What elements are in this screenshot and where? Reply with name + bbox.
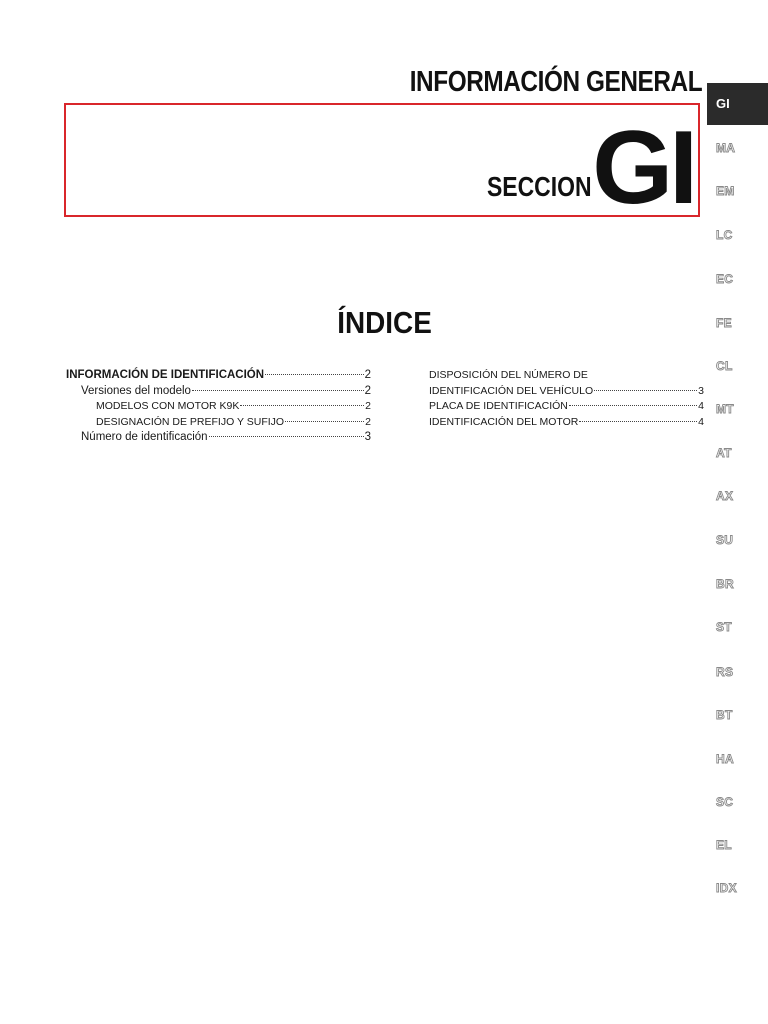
toc-entry[interactable]	[429, 415, 704, 431]
tab-el[interactable]: EL	[716, 838, 732, 852]
toc-entry-page: 3	[698, 384, 704, 397]
tab-fe[interactable]: FE	[716, 316, 732, 330]
toc-entry-page: 4	[698, 415, 704, 428]
toc-entry[interactable]	[66, 384, 371, 400]
tab-mt[interactable]: MT	[716, 402, 734, 416]
toc-entry-label: IDENTIFICACIÓN DEL VEHÍCULO	[429, 384, 594, 397]
tab-sc[interactable]: SC	[716, 795, 734, 809]
tab-cl[interactable]: CL	[716, 359, 733, 373]
toc-entry-label: Número de identificación	[81, 431, 208, 444]
tab-ax[interactable]: AX	[716, 489, 734, 503]
tab-at[interactable]: AT	[716, 446, 732, 460]
toc-left-column	[66, 368, 371, 446]
tab-st[interactable]: ST	[716, 620, 732, 634]
tab-ec[interactable]: EC	[716, 272, 734, 286]
toc-entry-label: DESIGNACIÓN DE PREFIJO Y SUFIJO	[96, 415, 285, 428]
toc-entry-page: 2	[365, 415, 371, 428]
toc-leader-dots	[240, 405, 364, 406]
tab-lc[interactable]: LC	[716, 228, 733, 242]
toc-leader-dots	[579, 421, 697, 422]
toc-entry-page: 3	[364, 431, 371, 444]
tab-em[interactable]: EM	[716, 184, 735, 198]
toc-entry-page: 2	[365, 400, 371, 413]
tab-su[interactable]: SU	[716, 533, 734, 547]
toc-entry-label: PLACA DE IDENTIFICACIÓN	[429, 400, 568, 413]
toc-entry[interactable]	[66, 430, 371, 446]
tab-ma[interactable]: MA	[716, 141, 736, 155]
tab-ha[interactable]: HA	[716, 752, 734, 766]
index-heading-text: ÍNDICE	[337, 305, 433, 340]
toc-leader-dots	[285, 421, 364, 422]
toc-entry-label: Versiones del modelo	[81, 384, 191, 397]
index-heading	[0, 305, 768, 341]
tab-idx[interactable]: IDX	[716, 881, 737, 895]
toc-entry[interactable]	[66, 415, 371, 431]
section-code: GI	[592, 110, 694, 226]
toc-leader-dots	[209, 436, 364, 437]
tab-bt[interactable]: BT	[716, 708, 733, 722]
toc-leader-dots	[569, 405, 697, 406]
toc-entry-page: 2	[364, 369, 371, 381]
page-header-title: INFORMACIÓN GENERAL	[409, 66, 702, 98]
toc-entry-label: IDENTIFICACIÓN DEL MOTOR	[429, 415, 579, 428]
tab-rs[interactable]: RS	[716, 665, 734, 679]
toc-entry-page: 4	[698, 400, 704, 413]
toc-entry[interactable]	[66, 368, 371, 384]
toc-entry-label-line1: DISPOSICIÓN DEL NÚMERO DE	[429, 369, 588, 381]
toc-entry-label: INFORMACIÓN DE IDENTIFICACIÓN	[66, 369, 265, 381]
toc-entry[interactable]	[429, 368, 704, 399]
toc-entry-label: MODELOS CON MOTOR K9K	[96, 400, 240, 413]
tab-br[interactable]: BR	[716, 577, 734, 591]
toc-entry-page: 2	[364, 384, 371, 397]
toc-right-column	[429, 368, 704, 430]
section-label: SECCION	[487, 171, 592, 202]
toc-entry[interactable]	[66, 399, 371, 415]
toc-leader-dots	[594, 390, 697, 391]
toc-entry[interactable]	[429, 399, 704, 415]
toc-leader-dots	[192, 390, 364, 391]
toc-leader-dots	[265, 374, 364, 375]
tab-gi-active[interactable]: GI	[707, 83, 768, 125]
